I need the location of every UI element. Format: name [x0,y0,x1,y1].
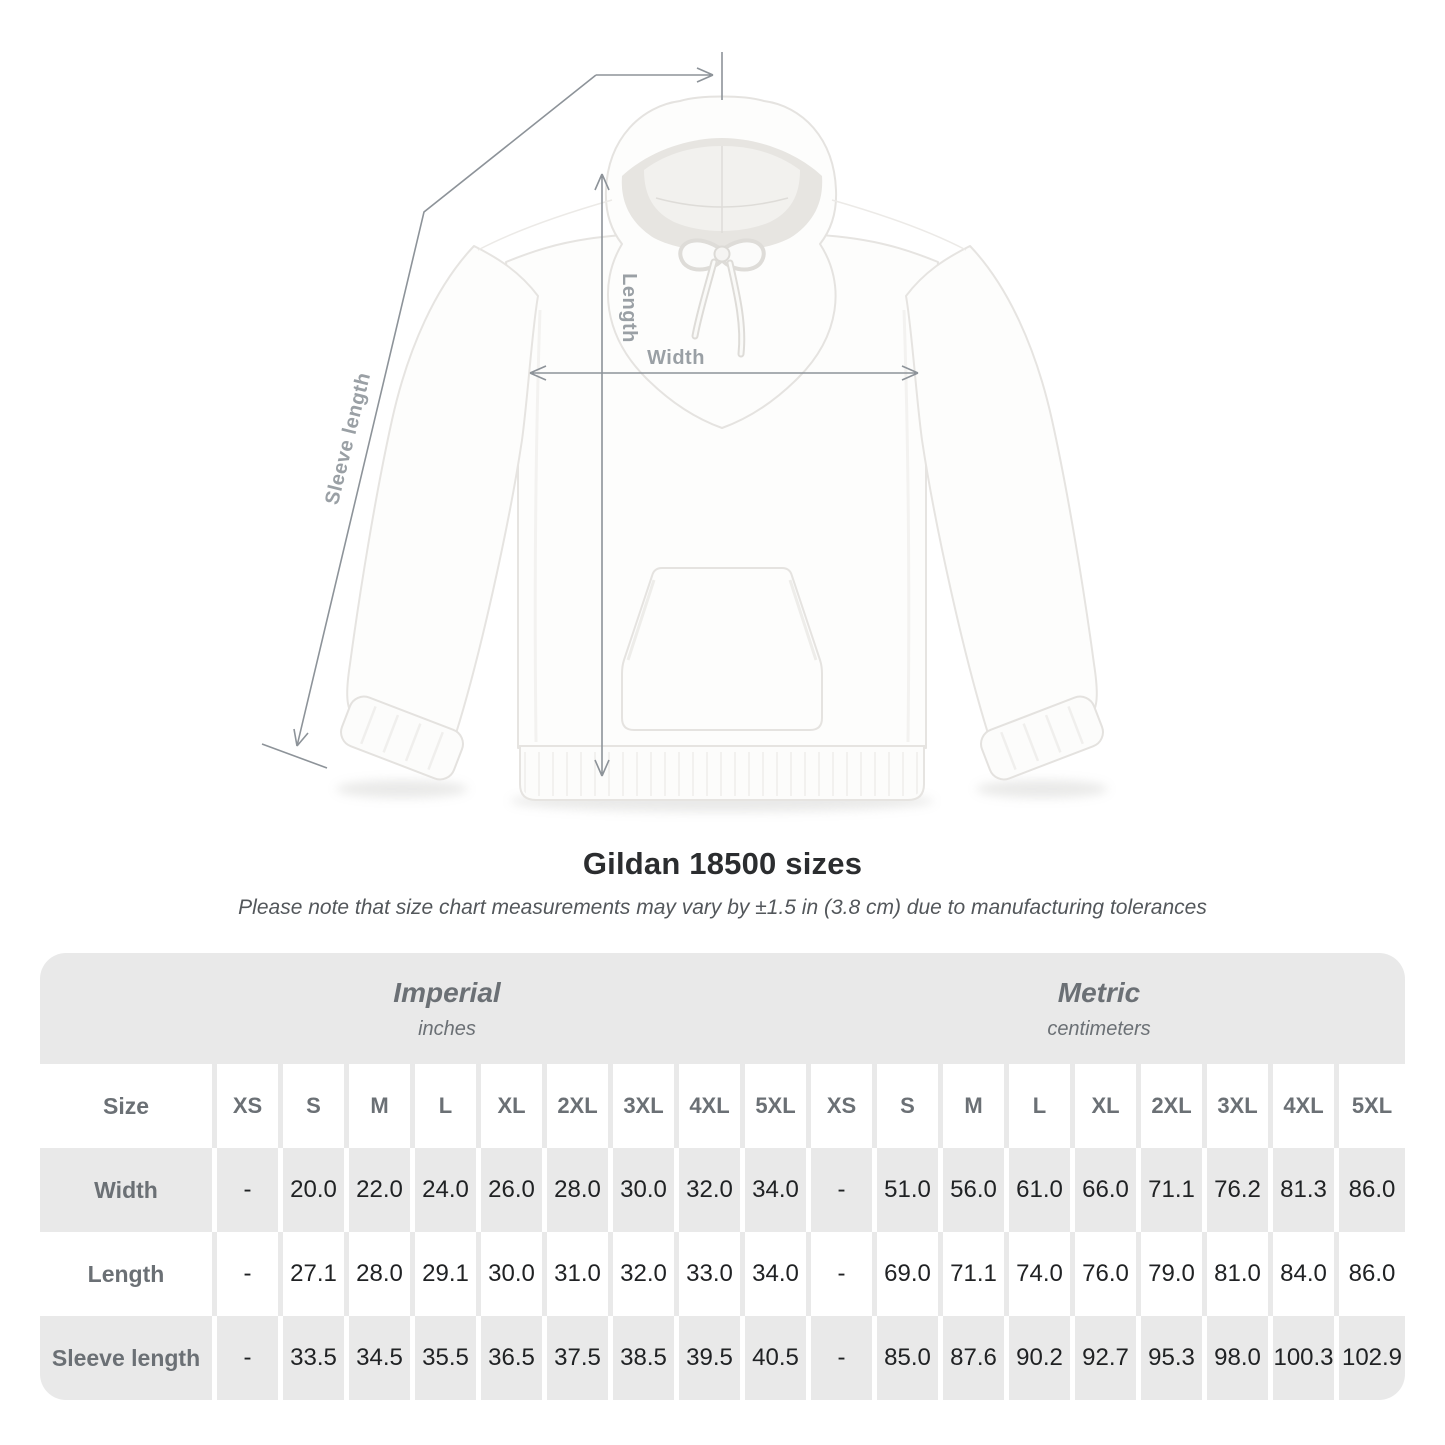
value-cell: - [811,1316,877,1400]
value-cell: 86.0 [1339,1148,1405,1232]
value-cell: 85.0 [877,1316,943,1400]
size-col-header: 3XL [613,1064,679,1148]
value-cell: 98.0 [1207,1316,1273,1400]
size-table [40,953,1405,1400]
value-cell: 36.5 [481,1316,547,1400]
size-col-header: XS [217,1064,283,1148]
size-col-header: XL [1075,1064,1141,1148]
value-cell: 38.5 [613,1316,679,1400]
size-col-header: L [415,1064,481,1148]
value-cell: 35.5 [415,1316,481,1400]
size-col-header: XL [481,1064,547,1148]
value-cell: 71.1 [1141,1148,1207,1232]
size-col-header: XS [811,1064,877,1148]
value-cell: 79.0 [1141,1232,1207,1316]
size-col-header: 3XL [1207,1064,1273,1148]
metric-group-header [1047,977,1150,1041]
value-cell: 32.0 [679,1148,745,1232]
imperial-title: Imperial [393,976,501,1008]
value-cell: 30.0 [613,1148,679,1232]
value-cell: 32.0 [613,1232,679,1316]
sleeve-length-label: Sleeve length [321,370,376,507]
row-label: Length [40,1232,217,1316]
value-cell: 74.0 [1009,1232,1075,1316]
value-cell: 56.0 [943,1148,1009,1232]
value-cell: 40.5 [745,1316,811,1400]
value-cell: 39.5 [679,1316,745,1400]
value-cell: 51.0 [877,1148,943,1232]
value-cell: - [217,1148,283,1232]
value-cell: - [811,1148,877,1232]
value-cell: 31.0 [547,1232,613,1316]
value-cell: 69.0 [877,1232,943,1316]
size-header-label: Size [40,1064,217,1148]
imperial-group-header [393,977,500,1041]
value-cell: 87.6 [943,1316,1009,1400]
page-subtitle: Please note that size chart measurements may vary by ±1.5 in (3.8 cm) due to manufacturing tolerances [238,896,1207,919]
value-cell: 24.0 [415,1148,481,1232]
value-cell: 34.0 [745,1232,811,1316]
value-cell: 37.5 [547,1316,613,1400]
right-sleeve [906,246,1097,746]
size-col-header: M [349,1064,415,1148]
size-col-header: 2XL [547,1064,613,1148]
left-sleeve [347,246,538,746]
metric-unit: centimeters [1047,1017,1151,1040]
size-col-header: S [877,1064,943,1148]
value-cell: 84.0 [1273,1232,1339,1316]
value-cell: - [217,1232,283,1316]
value-cell: 100.3 [1273,1316,1339,1400]
value-cell: 33.5 [283,1316,349,1400]
value-cell: 30.0 [481,1232,547,1316]
value-cell: 61.0 [1009,1148,1075,1232]
size-col-header: 2XL [1141,1064,1207,1148]
size-header-row [40,1064,1405,1148]
width-label: Width [647,347,705,369]
size-col-header: M [943,1064,1009,1148]
value-cell: 76.2 [1207,1148,1273,1232]
size-col-header: 5XL [1339,1064,1405,1148]
value-cell: 102.9 [1339,1316,1405,1400]
row-sleeve-length [40,1316,1405,1400]
size-col-header: S [283,1064,349,1148]
unit-band [40,953,1405,1064]
value-cell: 27.1 [283,1232,349,1316]
value-cell: 28.0 [349,1232,415,1316]
size-col-header: 4XL [1273,1064,1339,1148]
value-cell: 34.0 [745,1148,811,1232]
value-cell: 81.3 [1273,1148,1339,1232]
size-table-grid [40,1064,1405,1400]
kangaroo-pocket [622,568,822,730]
size-col-header: 4XL [679,1064,745,1148]
value-cell: 34.5 [349,1316,415,1400]
value-cell: 66.0 [1075,1148,1141,1232]
value-cell: 29.1 [415,1232,481,1316]
page-title: Gildan 18500 sizes [582,846,863,881]
value-cell: 81.0 [1207,1232,1273,1316]
row-label: Sleeve length [40,1316,217,1400]
value-cell: 71.1 [943,1232,1009,1316]
value-cell: 22.0 [349,1148,415,1232]
value-cell: 33.0 [679,1232,745,1316]
row-label: Width [40,1148,217,1232]
value-cell: 95.3 [1141,1316,1207,1400]
value-cell: 90.2 [1009,1316,1075,1400]
metric-title: Metric [1057,976,1141,1008]
value-cell: 26.0 [481,1148,547,1232]
imperial-unit: inches [418,1017,476,1040]
size-col-header: 5XL [745,1064,811,1148]
value-cell: 86.0 [1339,1232,1405,1316]
hem-band [520,746,924,800]
value-cell: 28.0 [547,1148,613,1232]
value-cell: 92.7 [1075,1316,1141,1400]
value-cell: - [811,1232,877,1316]
value-cell: - [217,1316,283,1400]
row-length [40,1232,1405,1316]
length-label: Length [618,273,640,343]
value-cell: 76.0 [1075,1232,1141,1316]
drawstring-knot [715,247,730,262]
row-width [40,1148,1405,1232]
value-cell: 20.0 [283,1148,349,1232]
size-col-header: L [1009,1064,1075,1148]
